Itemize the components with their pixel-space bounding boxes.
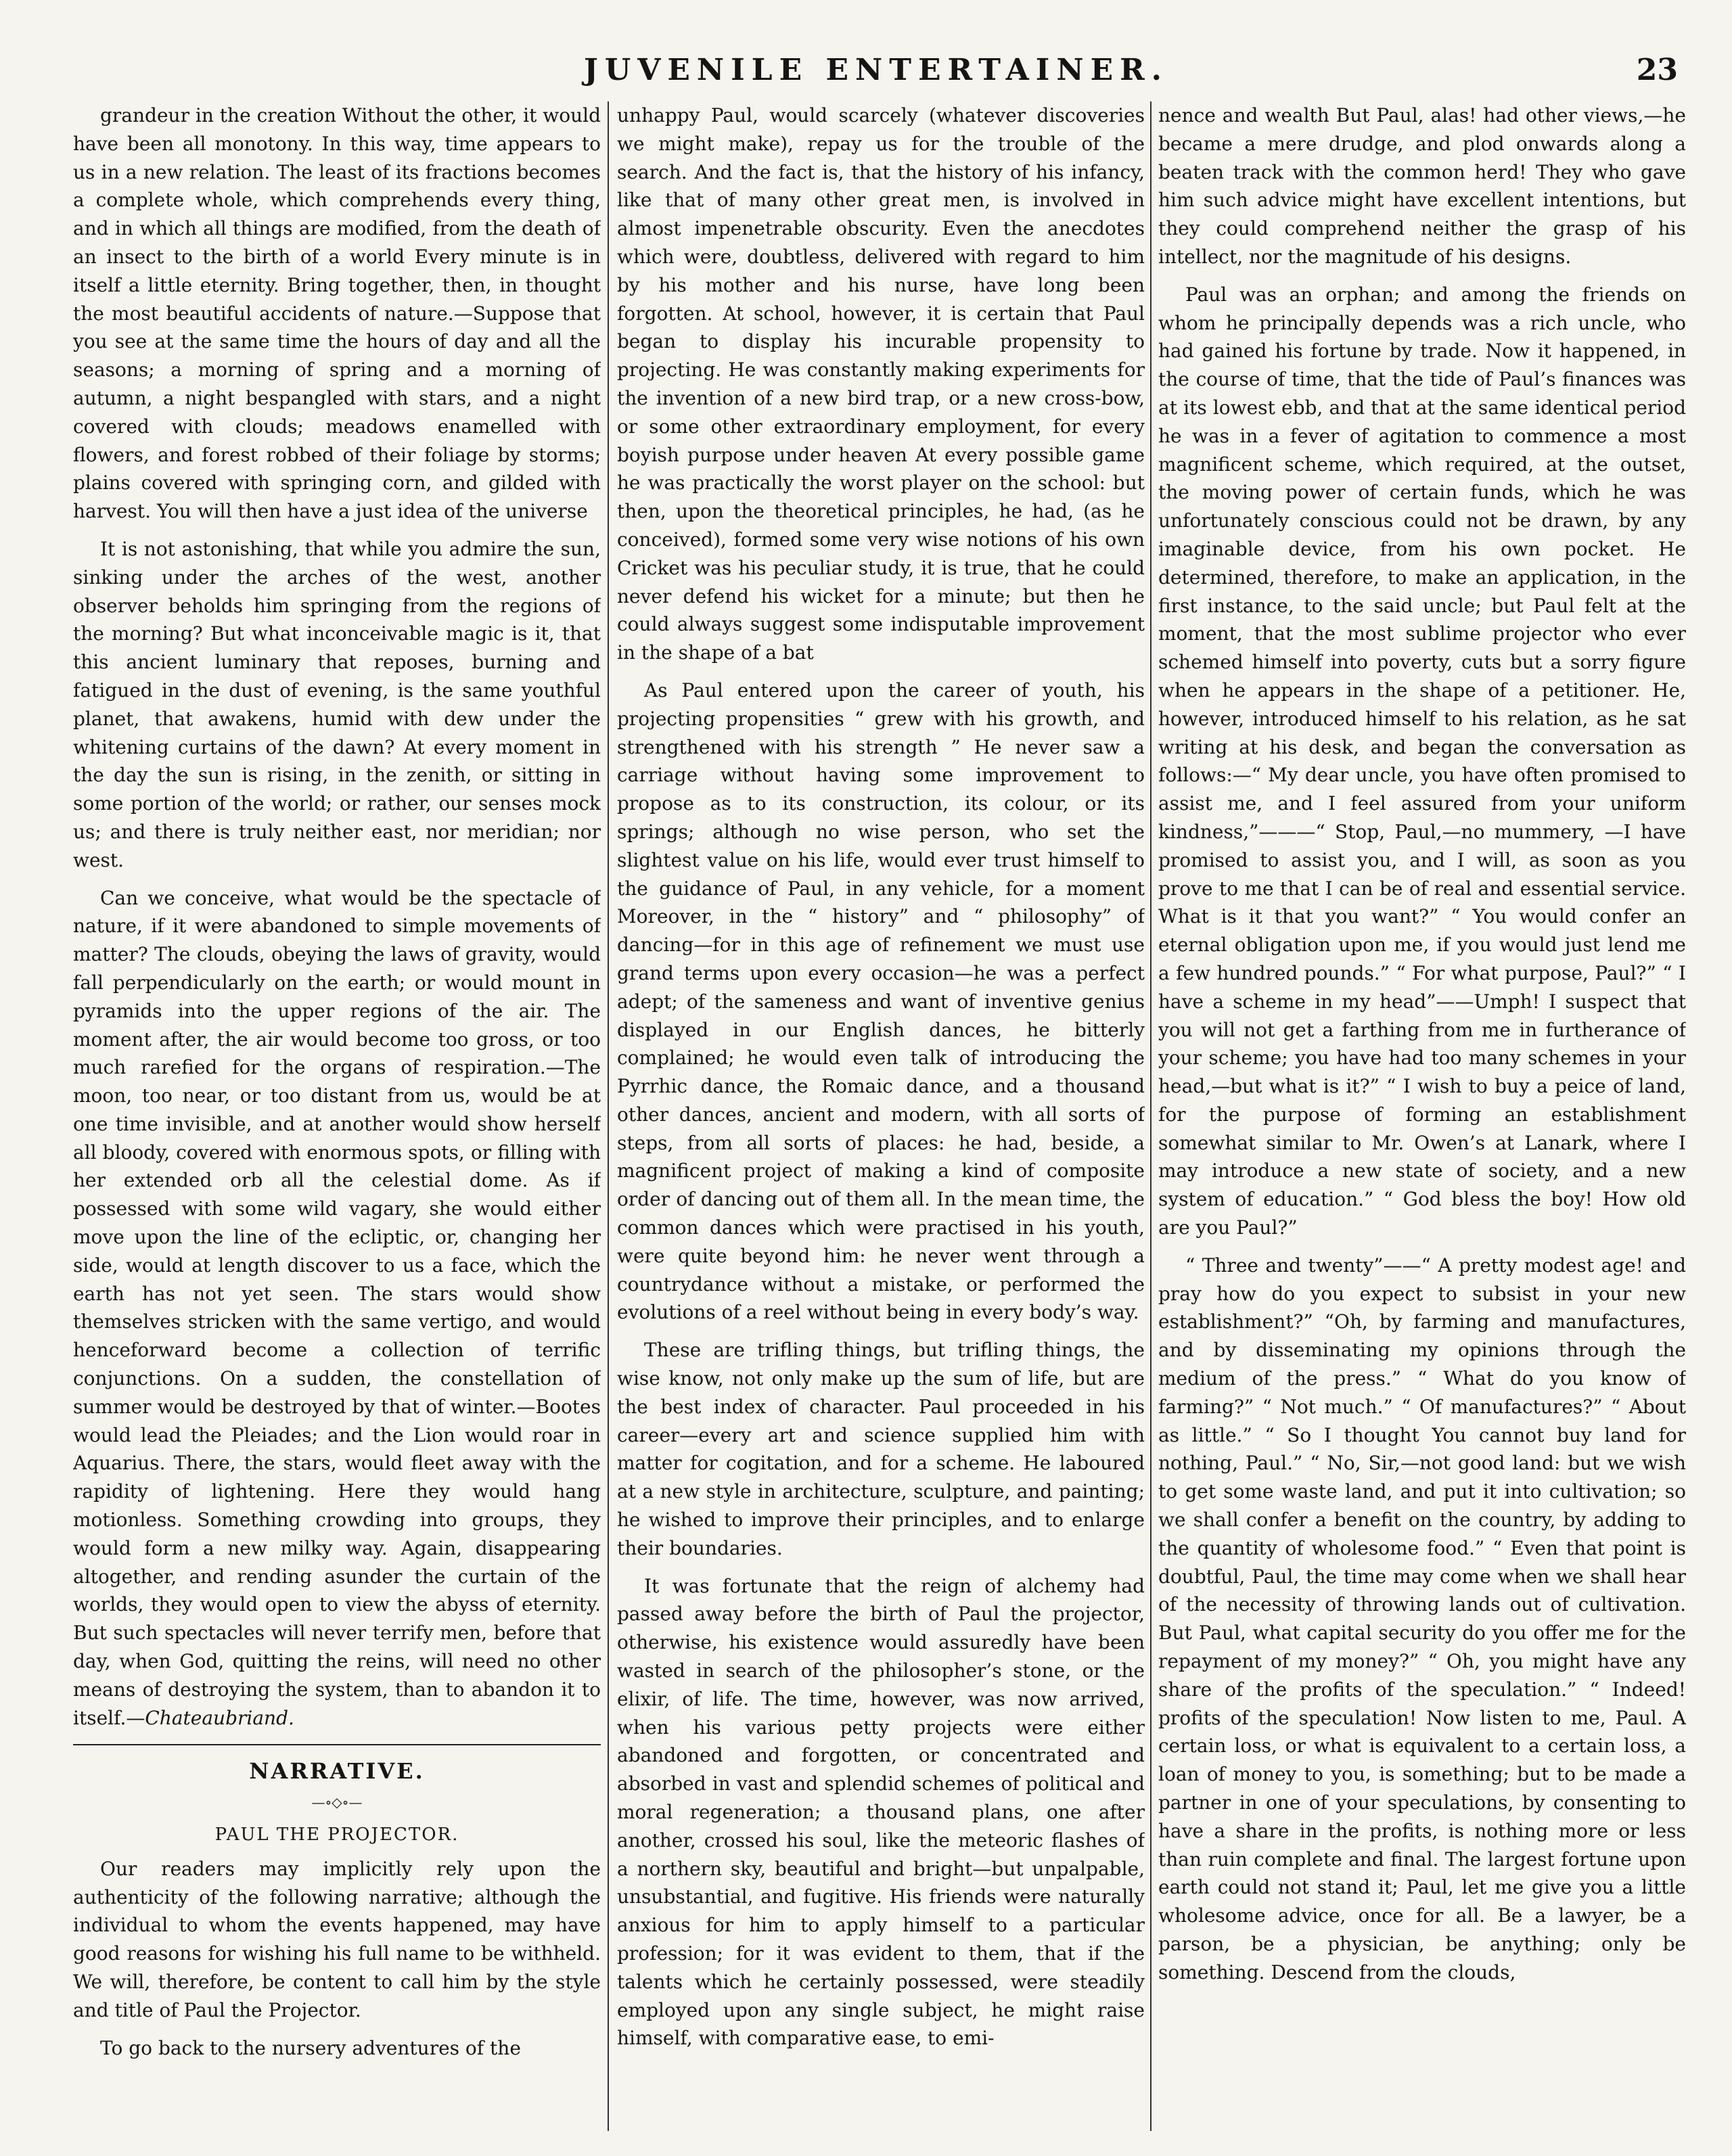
section-heading: NARRATIVE. <box>249 1758 425 1785</box>
paragraph: As Paul entered upon the career of youth, his projecting propensities “ grew with his growth, and strengthened with his strength ” He never saw a carriage without having some improvement to propose as to its construction, its colour, or its springs; although no wise person, who set the slightest value on his life, would ever trust himself to the guidance of Paul, in any vehicle, for a moment Moreover, in the “ history” and “ philosophy” of dancing—for in this age of refinement we must use grand terms upon every occasion—he was a perfect adept; of the sameness and want of inventive genius displayed in our English dances, he bitterly complained; he would even talk of introducing the Pyrrhic dance, the Romaic dance, and a thousand other dances, ancient and modern, with all sorts of steps, from all sorts of places: he had, beside, a magnificent project of making a kind of composite order of dancing out of them all. In the mean time, the common dances which were practised in his youth, were quite beyond him: he never went through a countrydance without a mistake, or performed the evolutions of a reel without being in every body’s way. <box>617 679 1145 1324</box>
column-2 <box>617 101 1145 2124</box>
paragraph: To go back to the nursery adventures of the <box>100 2036 521 2059</box>
paragraph: These are trifling things, but trifling things, the wise know, not only make up the sum of life, but are the best index of character. Paul proceeded in his career—every art and science supplied him with matter for cogitation, and for a scheme. He laboured at a new style in architecture, sculpture, and painting; he wished to improve their principles, and to enlarge their boundaries. <box>617 1339 1145 1559</box>
ornament-divider: —∘◇∘— <box>311 1794 363 1811</box>
column-1 <box>73 101 601 2124</box>
section-divider <box>73 1744 601 1745</box>
paragraph: It is not astonishing, that while you admire the sun, sinking under the arches of the west, another observer beholds him springing from the regions of the morning? But what inconceivable magic is it, that this ancient luminary that reposes, burning and fatigued in the dust of evening, is the same youthful planet, that awakens, humid with dew under the whitening curtains of the dawn? At every moment in the day the sun is rising, in the zenith, or sitting in some portion of the world; or rather, our senses mock us; and there is truly neither east, nor meridian; nor west. <box>73 537 601 871</box>
paragraph <box>73 884 601 1733</box>
column-rule-2 <box>1150 101 1152 2131</box>
paragraph: It was fortunate that the reign of alchemy had passed away before the birth of Paul the projector, otherwise, his existence would assuredly have been wasted in search of the philosopher’s stone, or the elixir, of life. The time, however, was now arrived, when his various petty projects were either abandoned and forgotten, or concentrated and absorbed in vast and splendid schemes of political and moral regeneration; a thousand plans, one after another, crossed his soul, like the meteoric flashes of a northern sky, beautiful and bright—but unpalpable, unsubstantial, and fugitive. His friends were naturally anxious for him to apply himself to a particular profession; for it was evident to them, that if the talents which he certainly possessed, were steadily employed upon any single subject, he might raise himself, with comparative ease, to emi- <box>617 1574 1145 2050</box>
article-title: PAUL THE PROJECTOR. <box>214 1825 459 1845</box>
column-rule-1 <box>608 101 609 2131</box>
paragraph-text: Can we conceive, what would be the spectacle of nature, if it were abandoned to simple movements of matter? The clouds, obeying the laws of gravity, would fall perpendicularly on the earth; or would mount in pyramids into the upper regions of the air. The moment after, the air would become too gross, or too much rarefied for the organs of respiration.—The moon, too near, or too distant from us, would be at one time invisible, and at another would show herself all bloody, covered with enormous spots, or filling with her extended orb all the celestial dome. As if possessed with some wild vagary, she would either move upon the line of the ecliptic, or, changing her side, would at length discover to us a face, which the earth has not yet seen. The stars would show themselves stricken with the same vertigo, and would henceforward become a collection of terrific conjunctions. On a sudden, the constellation of summer would be destroyed by that of winter.—Bootes would lead the Pleiades; and the Lion would roar in Aquarius. There, the stars, would fleet away with the rapidity of lightening. Here they would hang motionless. Something crowding into groups, they would form a new milky way. Again, disappearing altogether, and rending asunder the curtain of the worlds, they would open to view the abyss of eternity. But such spectacles will never terrify men, before that day, when God, quitting the reins, will need no other means of destroying the system, than to abandon it to itself.— <box>73 886 601 1729</box>
paragraph: nence and wealth But Paul, alas! had other views,—he became a mere drudge, and plod onwards along a beaten track with the common herd! They who gave him such advice might have excellent intentions, but they could comprehend neither the grasp of his intellect, nor the magnitude of his designs. <box>1158 104 1686 268</box>
paragraph: grandeur in the creation Without the other, it would have been all monotony. In this way, time appears to us in a new relation. The least of its fractions becomes a complete whole, which comprehends every thing, and in which all things are modified, from the death of an insect to the birth of a world Every minute is in itself a little eternity. Bring together, then, in thought the most beautiful accidents of nature.—Suppose that you see at the same time the hours of day and all the seasons; a morning of spring and a morning of autumn, a night bespangled with stars, and a night covered with clouds; meadows enamelled with flowers, and forest robbed of their foliage by storms; plains covered with springing corn, and gilded with harvest. You will then have a just idea of the universe <box>73 104 601 523</box>
page-number: 23 <box>1636 53 1678 87</box>
paragraph: Our readers may implicitly rely upon the authenticity of the following narrative; although the individual to whom the events happened, may have good reasons for wishing his full name to be withheld. We will, therefore, be content to call him by the style and title of Paul the Projector. <box>73 1857 601 2021</box>
paragraph: Paul was an orphan; and among the friends on whom he principally depends was a rich uncle, who had gained his fortune by trade. Now it happened, in the course of time, that the tide of Paul’s finances was at its lowest ebb, and that at the same identical period he was in a fever of agitation to commence a most magnificent scheme, which required, at the outset, the moving power of certain funds, which he was unfortunately conscious could not be drawn, by any imaginable device, from his own pocket. He determined, therefore, to make an application, in the first instance, to the said uncle; but Paul felt at the moment, that the most sublime projector who ever schemed himself into poverty, cuts but a sorry figure when he appears in the shape of a petitioner. He, however, introduced himself to his relation, as he sat writing at his desk, and began the conversation as follows:—“ My dear uncle, you have often promised to assist me, and I feel assured from your uniform kindness,”———“ Stop, Paul,—no mummery, —I have promised to assist you, and I will, as soon as you prove to me that I can be of real and essential service. What is it that you want?” “ You would confer an eternal obligation upon me, if you would just lend me a few hundred pounds.” “ For what purpose, Paul?” “ I have a scheme in my head”——Umph! I suspect that you will not get a farthing from me in furtherance of your scheme; you have had too many schemes in your head,—but what is it?” “ I wish to buy a peice of land, for the purpose of forming an establishment somewhat similar to Mr. Owen’s at Lanark, where I may introduce a new state of society, and a new system of education.” “ God bless the boy! How old are you Paul?” <box>1158 283 1686 1239</box>
paragraph: “ Three and twenty”——“ A pretty modest age! and pray how do you expect to subsist in your new establishment?” “Oh, by farming and manufactures, and by disseminating my opinions through the medium of the press.” “ What do you know of farming?” “ Not much.” “ Of manufactures?” “ About as little.” “ So I thought You cannot buy land for nothing, Paul.” “ No, Sir,—not good land: but we wish to get some waste land, and put it into cultivation; so we shall confer a benefit on the country, by adding to the quantity of wholesome food.” “ Even that point is doubtful, Paul, the time may come when we shall hear of the necessity of throwing lands out of cultivation. But Paul, what capital security do you offer me for the repayment of my money?” “ Oh, you might have any share of the profits of the speculation.” “ Indeed! profits of the speculation! Now listen to me, Paul. A certain loss, or what is equivalent to a certain loss, a loan of money to you, is something; but to be made a partner in one of your speculations, by consenting to have a share in the profits, is nothing more or less than ruin complete and final. The largest fortune upon earth could not stand it; Paul, let me give you a little wholesome advice, once for all. Be a lawyer, be a parson, be a physician, be anything; only be something. Descend from the clouds, <box>1158 1254 1686 1983</box>
paragraph: unhappy Paul, would scarcely (whatever discoveries we might make), repay us for the trouble of the search. And the fact is, that the history of his infancy, like that of many other great men, is involved in almost impenetrable obscurity. Even the anecdotes which were, doubtless, delivered with regard to him by his mother and his nurse, have long been forgotten. At school, however, it is certain that Paul began to display his incurable propensity to projecting. He was constantly making experiments for the invention of a new bird trap, or a new cross-bow, or some other extraordinary employment, for every boyish purpose under heaven At every possible game he was practically the worst player on the school: but then, upon the theoretical principles, he had, (as he conceived), formed some very wise notions of his own Cricket was his peculiar study, it is true, that he could never defend his wicket for a minute; but then he could always suggest some indisputable improvement in the shape of a bat <box>617 104 1145 664</box>
attribution: Chateaubriand. <box>145 1706 294 1729</box>
column-3 <box>1158 101 1686 2124</box>
page-header <box>61 53 1691 100</box>
running-title: JUVENILE ENTERTAINER. <box>584 53 1168 87</box>
